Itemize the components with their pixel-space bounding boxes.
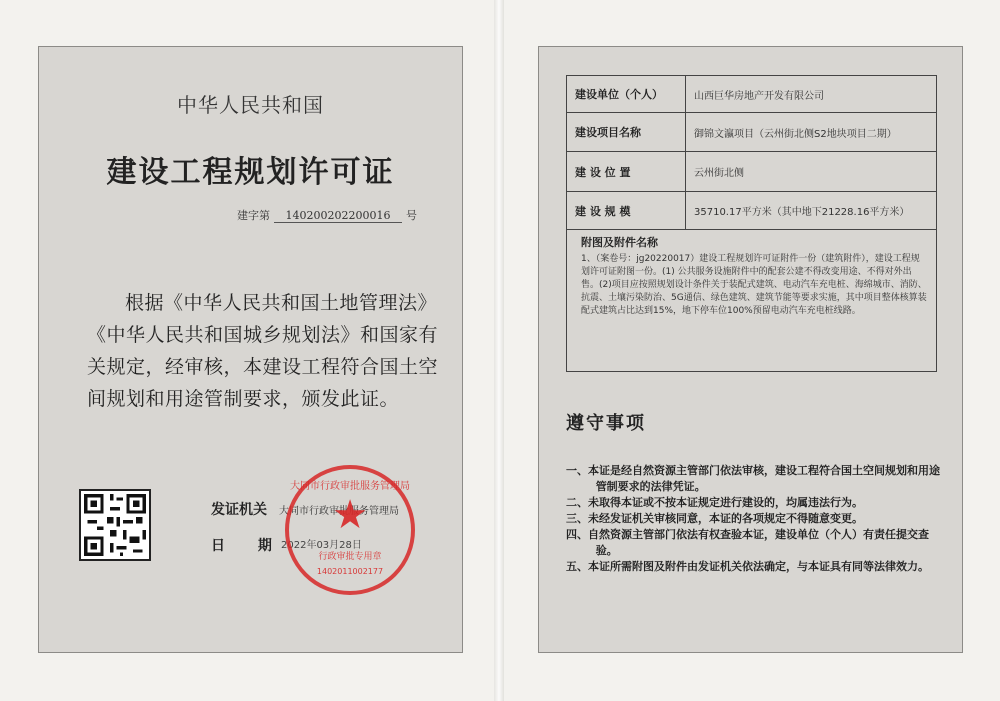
country-name: 中华人民共和国: [177, 93, 324, 117]
qr-code-icon: [79, 489, 151, 561]
seal-code: 1402011002177: [316, 567, 384, 576]
rule-item: 二、未取得本证或不按本证规定进行建设的，均属违法行为。: [566, 496, 863, 509]
row-value: 35710.17平方米（其中地下21228.16平方米）: [686, 192, 937, 230]
seal-sub-text: 行政审批专用章: [318, 552, 382, 562]
table-row: [567, 76, 937, 113]
certificate-number-line: [237, 207, 417, 223]
table-row: [567, 113, 937, 152]
rule-item: 五、本证所需附图及附件由发证机关依法确定，与本证具有同等法律效力。: [566, 560, 929, 573]
row-key: 建 设 位 置: [567, 152, 686, 192]
date-label: 日 期: [211, 538, 286, 554]
row-value: 山西巨华房地产开发有限公司: [686, 76, 937, 113]
issuer-value: 大同市行政审批服务管理局: [279, 506, 399, 517]
table-row: [567, 152, 937, 192]
project-info-table: [566, 75, 937, 230]
certificate-cover-page: [38, 46, 463, 653]
attachments-text: 1、（案卷号：jg20220017）建设工程规划许可证附件一份（建筑附件），建设工程规划许可证附图一份。(1) 公共服务设施附件中的配套公建不得改变用途、不得对外出售。(2)项目应按照规划设计条件关于装配式建筑、电动汽车充电桩、海绵城市、消防、抗震、土壤污染防治、5G通信、绿色建筑、建筑节能等要求实施，其中项目整体核算装配式建筑占比达到15%，地下停车位100%预留电动汽车充电桩线路。: [581, 254, 927, 316]
row-key: 建设项目名称: [567, 113, 686, 152]
table-row: [567, 192, 937, 230]
row-value: 云州街北侧: [686, 152, 937, 192]
certificate-title: 建设工程规划许可证: [106, 155, 395, 190]
rule-item: 四、自然资源主管部门依法有权查验本证，建设单位（个人）有责任提交查验。: [566, 528, 929, 557]
issuer-label: 发证机关: [211, 502, 267, 518]
attachments-box: [566, 229, 937, 372]
row-key: 建 设 规 模: [567, 192, 686, 230]
row-value: 御锦文瀛项目（云州街北侧S2地块项目二期）: [686, 113, 937, 152]
cert-no-suffix: 号: [406, 209, 417, 222]
booklet-fold: [494, 0, 504, 701]
rules-title: 遵守事项: [566, 413, 646, 434]
cert-no-prefix: 建字第: [237, 209, 270, 222]
certificate-body-text: 根据《中华人民共和国土地管理法》《中华人民共和国城乡规划法》和国家有关规定，经审核，本建设工程符合国土空间规划和用途管制要求，颁发此证。: [87, 292, 439, 410]
rule-item: 三、未经发证机关审核同意，本证的各项规定不得随意变更。: [566, 512, 863, 525]
star-icon: ★: [332, 492, 368, 538]
official-seal: [285, 465, 415, 595]
attachments-title: 附图及附件名称: [581, 236, 658, 249]
issue-date: 2022年03月28日: [281, 540, 362, 551]
seal-ring-text: 大同市行政审批服务管理局: [290, 481, 410, 492]
rules-list: [566, 463, 944, 575]
rule-item: 一、本证是经自然资源主管部门依法审核，建设工程符合国土空间规划和用途管制要求的法律凭证。: [566, 464, 940, 493]
cert-no-value: 140200202200016: [274, 209, 402, 223]
certificate-detail-page: [538, 46, 963, 653]
row-key: 建设单位（个人）: [567, 76, 686, 113]
